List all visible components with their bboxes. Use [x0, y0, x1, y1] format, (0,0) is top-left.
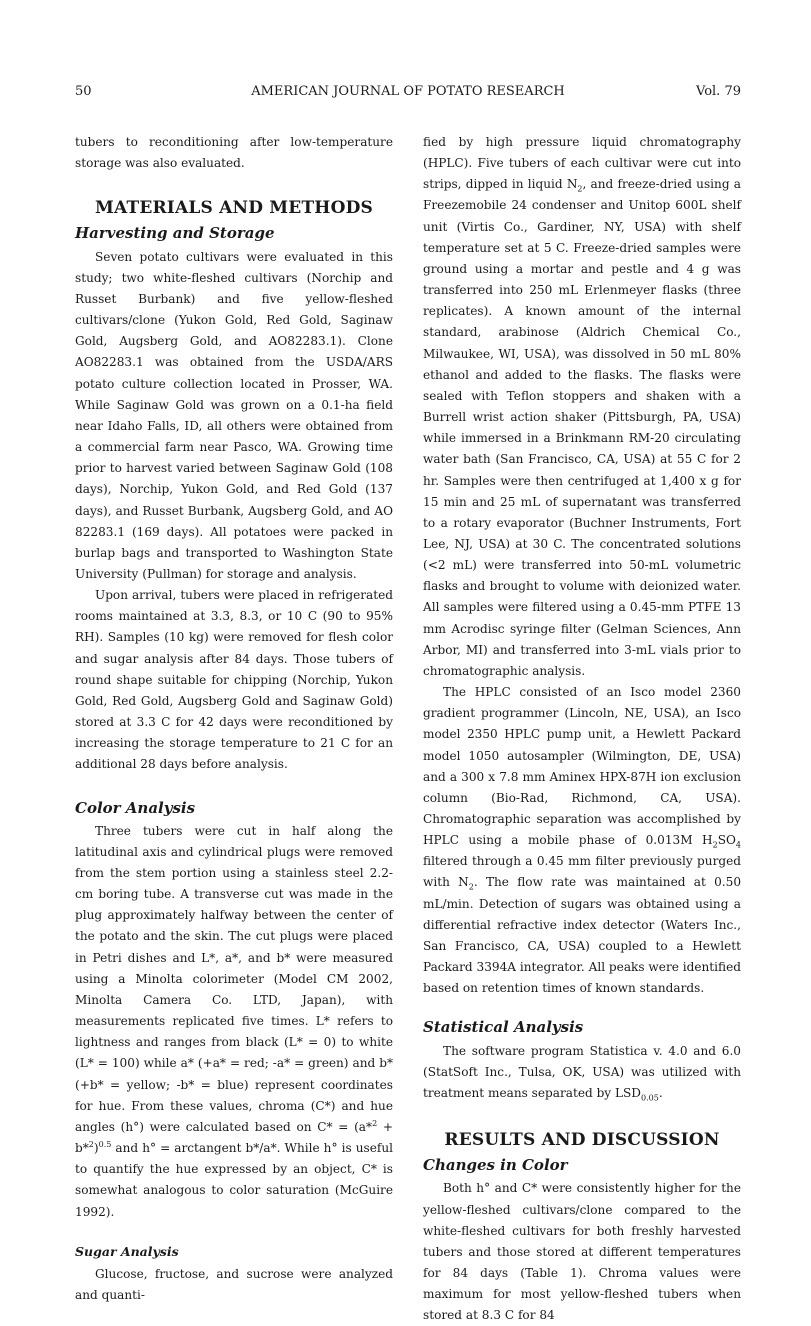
subheading-changes-in-color: Changes in Color	[423, 1156, 568, 1175]
hplc-text-b: SO	[717, 833, 736, 848]
volume-label: Vol. 79	[696, 84, 741, 99]
hplc-text-d: . The flow rate was maintained at 0.50 mL/min. Detection of sugars was obtained using a differential refractive index detector (Waters Inc., San Francisco, CA, USA) coupled to a Hewlett Packard 3394A integrator. All peaks were identified based on retention times of known standards.	[423, 875, 742, 996]
left-column	[75, 132, 393, 1306]
stat-text-a: The software program Statistica v. 4.0 and 6.0 (StatSoft Inc., Tulsa, OK, USA) was utilized with treatment means separated by LSD	[423, 1043, 741, 1100]
right-column	[423, 132, 741, 1326]
subheading-harvesting: Harvesting and Storage	[75, 224, 275, 243]
subheading-sugar-analysis: Sugar Analysis	[75, 1243, 179, 1259]
hplc-text-a: The HPLC consisted of an Isco model 2360 gradient programmer (Lincoln, NE, USA), an Isco model 2350 HPLC pump unit, a Hewlett Packard model 1050 autosampler (Wilmington, DE, USA) and a 300 x 7.8 mm Aminex HPX-87H ion exclusion column (Bio-Rad, Richmond, CA, USA). Chromatographic separation was accomplished by HPLC using a mobile phase of 0.013M H	[423, 685, 741, 848]
hplc-text-c: filtered through a 0.45 mm filter previously purged with N	[423, 854, 741, 890]
changes-paragraph-1: Both h° and C* were consistently higher for the yellow-fleshed cultivars/clone compared to the white-fleshed cultivars for both freshly harvested tubers and those stored at different temperatures for 84 days (Table 1). Chroma values were maximum for most yellow-fleshed tubers when stored at 8.3 C for 84	[423, 1181, 741, 1323]
sugar-paragraph-1: Glucose, fructose, and sucrose were analyzed and quanti-	[75, 1266, 393, 1302]
stat-paragraph	[423, 1041, 741, 1104]
running-header	[75, 84, 741, 104]
sugar-paragraph-continued	[423, 132, 741, 682]
stat-subscript: 0.05	[641, 1093, 659, 1103]
subheading-statistical-analysis: Statistical Analysis	[423, 1018, 584, 1037]
harvest-paragraph-2: Upon arrival, tubers were placed in refrigerated rooms maintained at 3.3, 8.3, or 10 C (90 to 95% RH). Samples (10 kg) were removed for flesh color and sugar analysis after 84 days. Those tubers of round shape suitable for chipping (Norchip, Yukon Gold, Red Gold, Augsberg Gold and Saginaw Gold) stored at 3.3 C for 42 days were reconditioned by increasing the storage temperature to 21 C for an additional 28 days before analysis.	[75, 588, 393, 772]
hplc-subscript-3: 2	[468, 882, 474, 892]
sugar-text-a: fied by high pressure liquid chromatography (HPLC). Five tubers of each cultivar were cut into strips, dipped in liquid N	[423, 135, 741, 192]
harvest-paragraph-1: Seven potato cultivars were evaluated in this study; two white-fleshed cultivars (Norchip and Russet Burbank) and five yellow-fleshed cultivars/clone (Yukon Gold, Red Gold, Saginaw Gold, Augsberg Gold, and AO82283.1). Clone AO82283.1 was obtained from the USDA/ARS potato culture collection located in Prosser, WA. While Saginaw Gold was grown on a 0.1-ha field near Idaho Falls, ID, all others were obtained from a commercial farm near Pasco, WA. Growing time prior to harvest varied between Saginaw Gold (108 days), Norchip, Yukon Gold, and Red Gold (137 days), and Russet Burbank, Augsberg Gold, and AO 82283.1 (169 days). All potatoes were packed in burlap bags and transported to Washington State University (Pullman) for storage and analysis.	[75, 249, 393, 581]
section-heading-methods: MATERIALS AND METHODS	[94, 198, 373, 219]
journal-title: AMERICAN JOURNAL OF POTATO RESEARCH	[251, 84, 565, 99]
color-text-b: + b*	[75, 1119, 394, 1156]
color-superscript-3: 0.5	[98, 1140, 112, 1149]
section-heading-results: RESULTS AND DISCUSSION	[444, 1130, 720, 1151]
page-number: 50	[75, 84, 92, 99]
hplc-subscript-1: 2	[712, 840, 718, 850]
color-superscript-1: 2	[372, 1118, 378, 1128]
color-paragraph-1	[75, 821, 393, 1223]
hplc-paragraph	[423, 682, 741, 999]
subheading-color-analysis: Color Analysis	[75, 798, 196, 817]
intro-paragraph: tubers to reconditioning after low-temperature storage was also evaluated.	[75, 135, 393, 171]
color-text-c: )	[93, 1141, 99, 1156]
color-text-a: Three tubers were cut in half along the latitudinal axis and cylindrical plugs were removed from the stem portion using a stainless steel 2.2-cm boring tube. A transverse cut was made in the plug approximately halfway between the center of the potato and the skin. The cut plugs were placed in Petri dishes and L*, a*, and b* were measured using a Minolta colorimeter (Model CM 2002, Minolta Camera Co. LTD, Japan), with measurements replicated five times. L* refers to lightness and ranges from black (L* = 0) to white (L* = 100) while a* (+a* = red; -a* = green) and b* (+b* = yellow; -b* = blue) represent coordinates for hue. From these values, chroma (C*) and hue angles (h°) were calculated based on C* = (a*	[75, 823, 393, 1134]
color-superscript-2: 2	[88, 1140, 94, 1149]
sugar-text-b: , and freeze-dried using a Freezemobile 24 condenser and Unitop 600L shelf unit (Virtis Co., Gardiner, NY, USA) with shelf temperature set at 5 C. Freeze-dried samples were ground using a mortar and pestle and 4 g was transferred into 250 mL Erlenmeyer flasks (three replicates). A known amount of the internal standard, arabinose (Aldrich Chemical Co., Milwaukee, WI, USA), was dissolved in 50 mL 80% ethanol and added to the flasks. The flasks were sealed with Teflon stoppers and shaken with a Burrell wrist action shaker (Pittsburgh, PA, USA) while immersed in a Brinkmann RM-20 circulating water bath (San Francisco, CA, USA) at 55 C for 2 hr. Samples were then centrifuged at 1,400 x g for 15 min and 25 mL of supernatant was transferred to a rotary evaporator (Buchner Instruments, Fort Lee, NJ, USA) at 30 C. The concentrated solutions (<2 mL) were transferred into 50-mL volumetric flasks and brought to volume with deionized water. All samples were filtered using a 0.45-mm PTFE 13 mm Acrodisc syringe filter (Gelman Sciences, Ann Arbor, MI) and transferred into 3-mL vials prior to chromatographic analysis.	[423, 177, 741, 678]
color-text-d: and h° = arctangent b*/a*. While h° is useful to quantify the hue expressed by an object, C* is somewhat analogous to color saturation (McGuire 1992).	[75, 1141, 393, 1219]
stat-text-b: .	[658, 1085, 663, 1100]
sugar-subscript: 2	[577, 184, 583, 194]
hplc-subscript-2: 4	[735, 840, 741, 850]
